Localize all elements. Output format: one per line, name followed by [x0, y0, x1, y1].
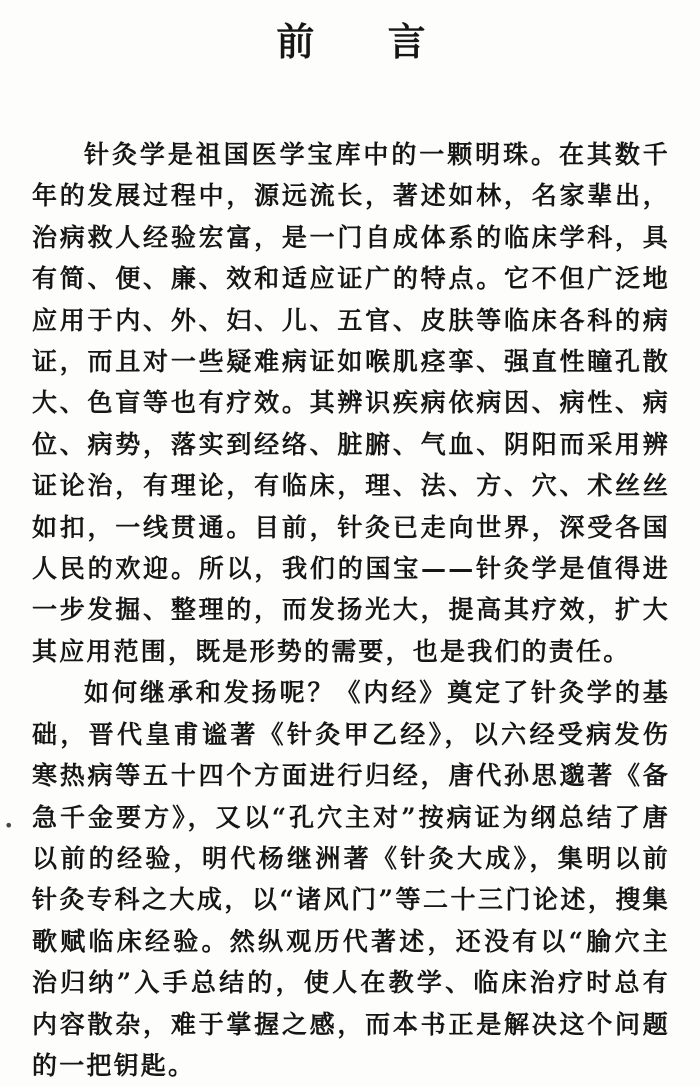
paragraph-2: 如何继承和发扬呢？《内经》奠定了针灸学的基础，晋代皇甫谧著《针灸甲乙经》，以六经受病发伤寒热病等五十四个方面进行归经，唐代孙思邈著《备急千金要方》，又以“孔穴主对”按病证为纲总结了唐以前的经验，明代杨继洲著《针灸大成》，集明以前针灸专科之大成，以“诸风门”等二十三门论述，搜集歌赋临床经验。然纵观历代著述，还没有以“腧穴主治归纳”入手总结的，使人在教学、临床治疗时总有内容散杂，难于掌握之感，而本书正是解决这个问题的一把钥匙。 [32, 678, 670, 1080]
body-text [32, 134, 670, 1086]
margin-mark: • [4, 816, 14, 835]
paragraph-1: 针灸学是祖国医学宝库中的一颗明珠。在其数千年的发展过程中，源远流长，著述如林，名家辈出，治病救人经验宏富，是一门自成体系的临床学科，具有简、便、廉、效和适应证广的特点。它不但广泛地应用于内、外、妇、儿、五官、皮肤等临床各科的病证，而且对一些疑难病证如喉肌痉挛、强直性瞳孔散大、色盲等也有疗效。其辨识疾病依病因、病性、病位、病势，落实到经络、脏腑、气血、阴阳而采用辨证论治，有理论，有临床，理、法、方、穴、术丝丝如扣，一线贯通。目前，针灸已走向世界，深受各国人民的欢迎。所以，我们的国宝——针灸学是值得进一步发掘、整理的，而发扬光大，提高其疗效，扩大其应用范围，既是形势的需要，也是我们的责任。 [32, 140, 670, 666]
page-title: 前 言 [276, 19, 456, 64]
